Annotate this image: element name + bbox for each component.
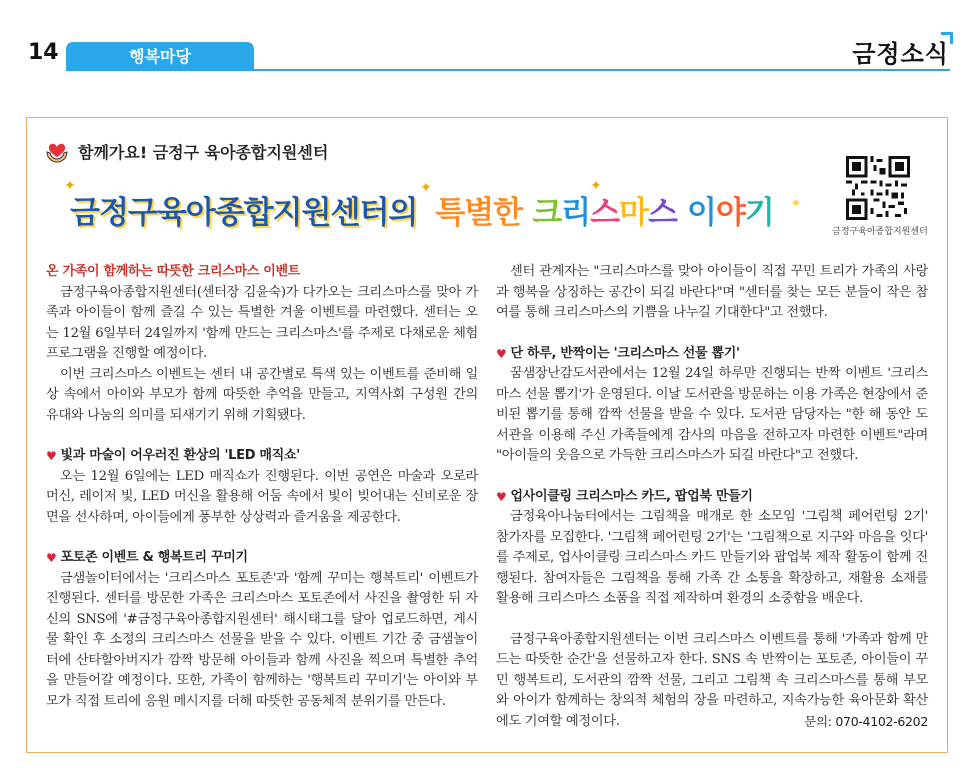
paragraph: 이번 크리스마스 이벤트는 센터 내 공간별로 특색 있는 이벤트를 준비해 일상 속에서 아이와 부모가 함께 따뜻한 추억을 만들고, 지역사회 구성원 간의 유대와 나눔의 의미를 되새기기 위해 기획됐다. <box>46 366 478 423</box>
sparkle-icon: ✦ <box>420 180 432 196</box>
sparkle-icon: ✦ <box>590 178 602 194</box>
headline-char: 야 <box>715 194 745 231</box>
header-rule <box>66 69 950 71</box>
kicker-text: 함께가요! 금정구 육아종합지원센터 <box>78 142 329 162</box>
contact-info: 문의: 070-4102-6202 <box>804 714 928 729</box>
paragraph: 금정구육아종합지원센터는 이번 크리스마스 이벤트를 통해 '가족과 함께 만드는 따뜻한 순간'을 선물하고자 한다. SNS 속 반짝이는 포토존, 아이들이 꾸민 행복트리, 도서관의 깜짝 선물, 그리고 그림책 속 크리스마스를 통해 부모와 아이가 함께하는 창의적 체험의 장을 마련하고, 지속가능한 육아문화 확산에도 기여할 예정이다. <box>496 631 928 729</box>
headline-char: 마 <box>619 194 649 231</box>
paragraph: 꿈샘장난감도서관에서는 12월 24일 하루만 진행되는 반짝 이벤트 '크리스마스 선물 뽑기'가 운영된다. 이날 도서관을 방문하는 이용 가족은 현장에서 준비된 뽑기를 통해 깜짝 선물을 받을 수 있다. 도서관 담당자는 "한 해 동안 도서관을 이용해 주신 가족들에게 감사의 마음을 전하고자 마련한 이벤트"라며 "아이들의 웃음으로 가득한 크리스마스가 되길 바란다"고 전했다. <box>496 366 928 463</box>
heart-bullet-icon: ♥ <box>496 489 507 504</box>
left-column <box>46 262 478 712</box>
headline-char: 스 <box>590 194 620 231</box>
right-column <box>496 262 928 733</box>
section-tab: 행복마당 <box>66 42 254 71</box>
heart-hands-icon <box>44 138 70 164</box>
sparkle-icon: ✦ <box>64 178 76 194</box>
section-title: ♥ 업사이클링 크리스마스 카드, 팝업북 만들기 <box>496 487 928 508</box>
page-number: 14 <box>28 40 59 65</box>
headline-colorful <box>532 187 774 232</box>
paragraph: 금정구육아종합지원센터(센터장 김윤숙)가 다가오는 크리스마스를 맞아 가족과 아이들이 함께 즐길 수 있는 특별한 겨울 이벤트를 마련했다. 센터는 오는 12월 6일부터 24일까지 '함께 만드는 크리스마스'를 주제로 다채로운 체험 프로그램을 진행할 예정이다. <box>46 284 478 361</box>
paragraph: 센터 관계자는 "크리스마스를 맞아 아이들이 직접 꾸민 트리가 가족의 사랑과 행복을 상징하는 공간이 되길 바란다"며 "센터를 찾는 모든 분들이 작은 참여를 통해 크리스마스의 기쁨을 나누길 기대한다"고 전했다. <box>496 264 928 320</box>
headline-char: 이 <box>686 194 716 231</box>
headline-highlight: 특별한 <box>435 194 523 231</box>
sparkle-icon: ✦ <box>790 196 802 212</box>
headline <box>70 182 774 236</box>
qr-code-icon[interactable] <box>846 156 910 220</box>
masthead: 금정소식 <box>852 40 949 68</box>
headline-char: 리 <box>561 194 591 231</box>
section-title: ♥ 단 하루, 반짝이는 '크리스마스 선물 뽑기' <box>496 344 928 365</box>
headline-char: 기 <box>744 194 774 231</box>
section-title: ♥ 빛과 마술이 어우러진 환상의 'LED 매직쇼' <box>46 446 478 467</box>
section-title: ♥ 포토존 이벤트 & 행복트리 꾸미기 <box>46 548 478 569</box>
headline-char: 스 <box>648 194 677 231</box>
section-title: 온 가족이 함께하는 따뜻한 크리스마스 이벤트 <box>46 264 301 279</box>
qr-caption: 금정구육아종합지원센터 <box>832 227 928 237</box>
heart-bullet-icon: ♥ <box>46 551 57 565</box>
paragraph: 금정육아나눔터에서는 그림책을 매개로 한 소모임 '그림책 페어런팅 2기' 참가자를 모집한다. '그림책 페어런팅 2기'는 '그림책으로 지구와 마음을 잇다' 를 주제로, 업사이클링 크리스마스 카드 만들기와 팝업북 제작 활동이 함께 진행된다. 참여자들은 그림책을 통해 가족 간 소통을 확장하고, 재활용 소재를 활용해 크리스마스 소품을 직접 제작하며 환경의 소중함을 배운다. <box>496 509 928 606</box>
heart-bullet-icon: ♥ <box>46 449 57 463</box>
kicker <box>44 137 328 165</box>
headline-main: 금정구육아종합지원센터의 <box>70 194 418 231</box>
headline-char: 크 <box>532 194 562 231</box>
heart-bullet-icon: ♥ <box>496 346 507 361</box>
masthead-corner-icon <box>941 32 953 44</box>
paragraph: 오는 12월 6일에는 LED 매직쇼가 진행된다. 이번 공연은 마술과 오로라 머신, 레이저 빛, LED 머신을 활용해 어둠 속에서 빛이 빚어내는 신비로운 장면을 선사하며, 아이들에게 풍부한 상상력과 즐거움을 제공한다. <box>46 468 478 525</box>
paragraph: 금샘놀이터에서는 '크리스마스 포토존'과 '함께 꾸미는 행복트리' 이벤트가 진행된다. 센터를 방문한 가족은 크리스마스 포토존에서 사진을 촬영한 뒤 자신의 SNS에 '#금정구육아종합지원센터' 해시태그를 달아 업로드하면, 게시물 확인 후 소정의 크리스마스 선물을 받을 수 있다. 이벤트 기간 중 금샘놀이터에 산타할아버지가 깜짝 방문해 아이들과 함께 사진을 찍으며 특별한 추억을 만들어갈 예정이다. 또한, 가족이 함께하는 '행복트리 꾸미기'는 아이와 부모가 직접 트리에 응원 메시지를 더해 따뜻한 공동체적 분위기를 만든다. <box>46 570 478 709</box>
